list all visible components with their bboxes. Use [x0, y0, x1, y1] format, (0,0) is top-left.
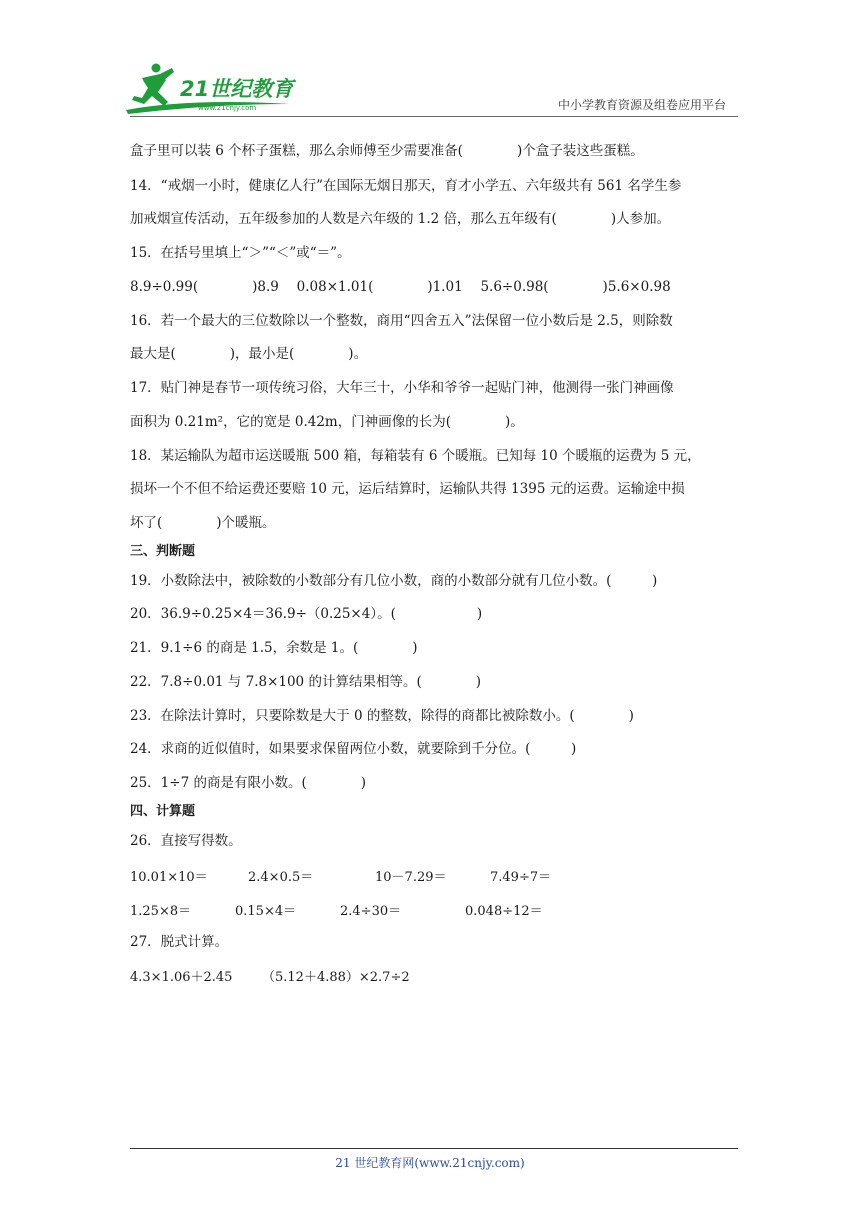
calc-item: 2.4×0.5＝ [248, 870, 314, 885]
question-16-line-1: 16．若一个最大的三位数除以一个整数，商用“四舍五入”法保留一位小数后是 2.5，则除数 [130, 313, 673, 329]
section-judgment-title: 三、判断题 [130, 544, 196, 559]
question-26: 26．直接写得数。 [130, 833, 242, 849]
calc-item: 10.01×10＝ [130, 870, 208, 885]
calc-item: 4.3×1.06＋2.45 [130, 970, 233, 985]
question-24: 24．求商的近似值时，如果要求保留两位小数，就要除到千分位。( ) [130, 741, 577, 757]
calc-item: 7.49÷7＝ [490, 870, 552, 885]
question-16-line-2: 最大是( )，最小是( )。 [130, 346, 368, 362]
calc-item: （5.12＋4.88）×2.7÷2 [262, 970, 410, 985]
logo-main-text: 21世纪教育 [180, 77, 294, 101]
calc-item: 2.4÷30＝ [340, 904, 402, 919]
calc-item: 10－7.29＝ [375, 870, 447, 885]
question-21: 21．9.1÷6 的商是 1.5，余数是 1。( ) [130, 640, 418, 656]
footer-divider [130, 1148, 738, 1149]
question-22: 22．7.8÷0.01 与 7.8×100 的计算结果相等。( ) [130, 674, 481, 690]
question-27: 27．脱式计算。 [130, 934, 229, 950]
logo-url-text: www.21cnjy.com [198, 104, 257, 112]
question-14-line-2: 加戒烟宣传活动，五年级参加的人数是六年级的 1.2 倍，那么五年级有( )人参加。 [130, 211, 671, 227]
question-15: 15．在括号里填上“＞”“＜”或“＝”。 [130, 245, 351, 261]
calc-item: 1.25×8＝ [130, 904, 192, 919]
question-17-line-1: 17．贴门神是春节一项传统习俗，大年三十，小华和爷爷一起贴门神，他测得一张门神画像 [130, 380, 674, 396]
question-25: 25．1÷7 的商是有限小数。( ) [130, 775, 366, 791]
question-23: 23．在除法计算时，只要除数是大于 0 的整数，除得的商都比被除数小。( ) [130, 708, 634, 724]
question-15-items: 8.9÷0.99( )8.9 0.08×1.01( )1.01 5.6÷0.98( )5.6×0.98 [130, 279, 671, 295]
21cnjy-logo-icon [120, 58, 300, 120]
question-19: 19．小数除法中，被除数的小数部分有几位小数，商的小数部分就有几位小数。( ) [130, 573, 658, 589]
footer-link[interactable]: 21 世纪教育网(www.21cnjy.com) [335, 1156, 525, 1170]
header-divider [130, 116, 738, 117]
question-14-line-1: 14．“戒烟一小时，健康亿人行”在国际无烟日那天，育才小学五、六年级共有 561 名学生参 [130, 178, 682, 194]
question-13-continuation: 盒子里可以装 6 个杯子蛋糕，那么余师傅至少需要准备( )个盒子装这些蛋糕。 [130, 143, 644, 159]
question-18-line-2: 损坏一个不但不给运费还要赔 10 元，运后结算时，运输队共得 1395 元的运费。运输途中损 [130, 481, 685, 497]
question-20: 20．36.9÷0.25×4＝36.9÷（0.25×4）。( ) [130, 606, 483, 622]
question-17-line-2: 面积为 0.21m²，它的宽是 0.42m，门神画像的长为( )。 [130, 414, 524, 430]
section-calculation-title: 四、计算题 [130, 804, 196, 819]
calc-item: 0.15×4＝ [235, 904, 297, 919]
question-18-line-3: 坏了( )个暖瓶。 [130, 515, 276, 531]
calc-item: 0.048÷12＝ [465, 904, 543, 919]
page-header [120, 58, 738, 120]
platform-name: 中小学教育资源及组卷应用平台 [557, 98, 726, 112]
question-18-line-1: 18．某运输队为超市运送暖瓶 500 箱，每箱装有 6 个暖瓶。已知每 10 个暖瓶的运费为 5 元， [130, 448, 701, 464]
